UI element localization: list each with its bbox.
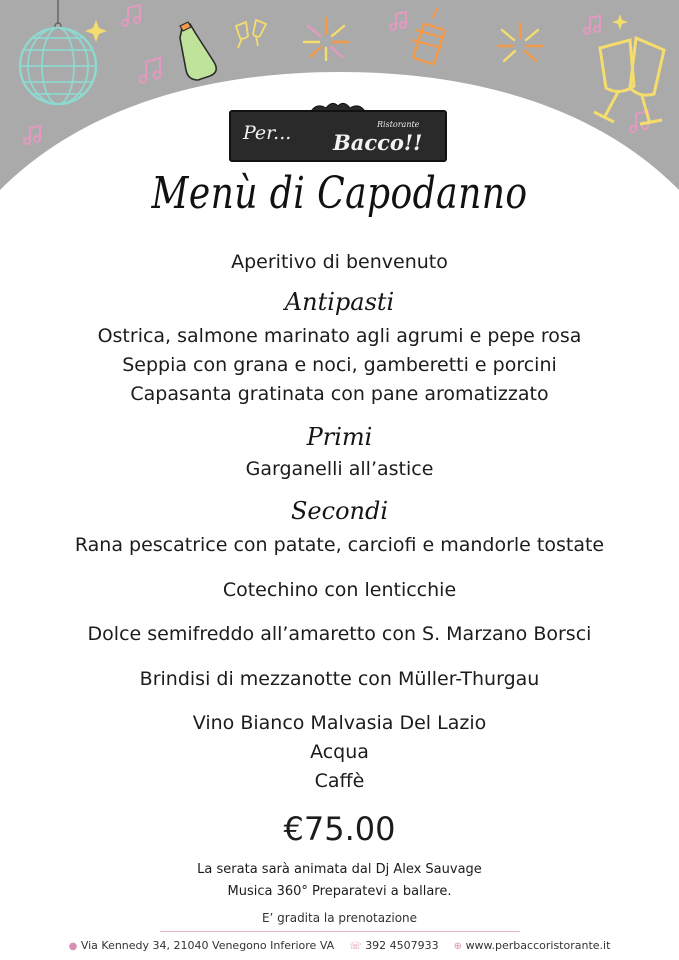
logo-ristorante-text: Ristorante [377,120,420,129]
footer-divider [160,931,520,932]
menu-item: Seppia con grana e noci, gamberetti e porcini [122,354,557,376]
location-pin-icon: ● [68,941,78,952]
menu-item: Acqua [310,741,369,763]
menu-item: Capasanta gratinata con pane aromatizzato [130,383,549,405]
phone-icon: ☏ [349,941,362,952]
logo-bacco-text: Bacco!! [333,130,423,155]
menu-item: Garganelli all’astice [245,458,434,480]
menu-item: Cotechino con lenticchie [222,579,457,601]
menu-item: Ostrica, salmone marinato agli agrumi e pepe rosa [97,325,582,347]
footer-address: Via Kennedy 34, 21040 Venegono Inferiore VA [80,939,335,952]
footer-website[interactable]: www.perbaccoristorante.it [465,939,611,952]
menu-title: Menù di Capodanno [151,168,528,219]
primi-heading: Primi [306,423,373,451]
reservation-note: E’ gradita la prenotazione [261,911,418,925]
footer-contact [0,939,679,952]
web-icon: ⊕ [453,941,463,952]
menu-item: Dolce semifreddo all’amaretto con S. Marzano Borsci [87,623,592,645]
restaurant-logo [229,100,447,162]
event-note: Musica 360° Preparatevi a ballare. [227,884,452,899]
secondi-heading: Secondi [290,497,389,525]
menu-price: €75.00 [283,810,396,848]
menu-item: Rana pescatrice con patate, carciofi e mandorle tostate [74,534,605,556]
menu-item: Caffè [314,770,365,792]
event-note: La serata sarà animata dal Dj Alex Sauvage [197,862,482,877]
logo-per-text: Per... [243,122,292,144]
footer-phone: 392 4507933 [365,939,439,952]
antipasti-heading: Antipasti [284,288,395,316]
menu-item: Brindisi di mezzanotte con Müller-Thurgau [139,668,540,690]
menu-item: Vino Bianco Malvasia Del Lazio [192,712,487,734]
aperitivo-line: Aperitivo di benvenuto [231,251,448,273]
